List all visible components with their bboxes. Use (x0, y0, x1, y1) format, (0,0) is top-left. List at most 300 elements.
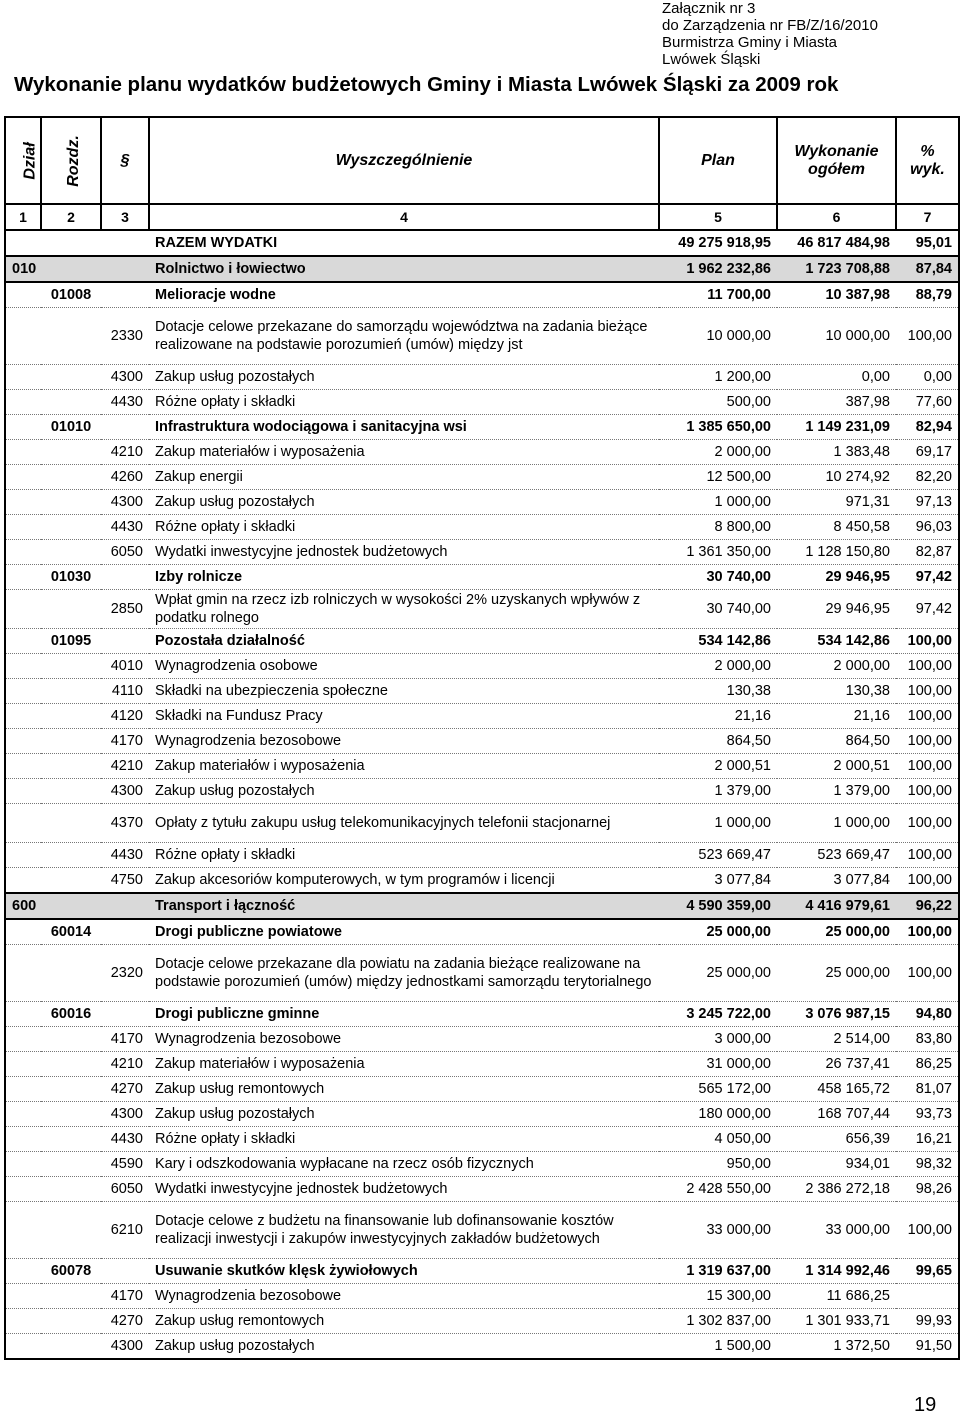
cell-paragraph (101, 1002, 149, 1027)
cell-plan: 4 590 359,00 (659, 893, 777, 919)
cell-paragraph (101, 256, 149, 282)
cell-execution: 971,31 (777, 490, 896, 515)
cell-description: Zakup usług pozostałych (149, 1102, 659, 1127)
cell-description: Zakup energii (149, 465, 659, 490)
cell-percent (896, 1284, 959, 1309)
cell-percent: 99,65 (896, 1259, 959, 1284)
cell-rozdz (41, 1284, 101, 1309)
cell-paragraph: 4750 (101, 868, 149, 894)
cell-description: Składki na Fundusz Pracy (149, 704, 659, 729)
cell-percent: 96,03 (896, 515, 959, 540)
cell-execution: 656,39 (777, 1127, 896, 1152)
table-row (5, 654, 959, 679)
cell-execution: 29 946,95 (777, 565, 896, 590)
cell-description: Izby rolnicze (149, 565, 659, 590)
cell-paragraph: 4300 (101, 1102, 149, 1127)
table-row (5, 945, 959, 1002)
cell-plan: 180 000,00 (659, 1102, 777, 1127)
cell-plan: 1 319 637,00 (659, 1259, 777, 1284)
column-number: 5 (659, 204, 777, 230)
cell-plan: 1 000,00 (659, 490, 777, 515)
cell-dzial (5, 465, 41, 490)
cell-percent: 82,20 (896, 465, 959, 490)
cell-execution: 10 387,98 (777, 282, 896, 308)
cell-dzial (5, 1309, 41, 1334)
cell-plan: 25 000,00 (659, 945, 777, 1002)
cell-paragraph: 4260 (101, 465, 149, 490)
cell-dzial (5, 1027, 41, 1052)
cell-plan: 1 361 350,00 (659, 540, 777, 565)
header-plan: Plan (659, 117, 777, 204)
cell-paragraph: 4300 (101, 1334, 149, 1360)
cell-plan: 1 200,00 (659, 365, 777, 390)
budget-table-body (5, 117, 959, 1359)
cell-paragraph: 4430 (101, 390, 149, 415)
cell-paragraph: 4170 (101, 1284, 149, 1309)
cell-percent: 82,94 (896, 415, 959, 440)
cell-execution: 3 077,84 (777, 868, 896, 894)
cell-percent: 99,93 (896, 1309, 959, 1334)
cell-rozdz (41, 729, 101, 754)
chapter-row (5, 282, 959, 308)
cell-plan: 2 000,51 (659, 754, 777, 779)
cell-execution: 168 707,44 (777, 1102, 896, 1127)
cell-rozdz: 60014 (41, 919, 101, 945)
table-row (5, 540, 959, 565)
column-number: 4 (149, 204, 659, 230)
cell-rozdz (41, 365, 101, 390)
cell-description: Zakup materiałów i wyposażenia (149, 754, 659, 779)
cell-description: Zakup usług pozostałych (149, 365, 659, 390)
cell-plan: 2 000,00 (659, 654, 777, 679)
cell-description: Dotacje celowe z budżetu na finansowanie lub dofinansowanie kosztów realizacji inwestycji i zakupów inwestycyjnych zakładów budżetowych (149, 1202, 659, 1259)
cell-execution: 2 386 272,18 (777, 1177, 896, 1202)
cell-percent: 91,50 (896, 1334, 959, 1360)
cell-plan: 4 050,00 (659, 1127, 777, 1152)
cell-percent: 100,00 (896, 704, 959, 729)
cell-rozdz: 01030 (41, 565, 101, 590)
cell-plan: 1 302 837,00 (659, 1309, 777, 1334)
cell-description: Zakup usług pozostałych (149, 779, 659, 804)
cell-percent: 100,00 (896, 868, 959, 894)
section-row (5, 256, 959, 282)
cell-description: RAZEM WYDATKI (149, 230, 659, 256)
cell-percent: 81,07 (896, 1077, 959, 1102)
cell-plan: 3 245 722,00 (659, 1002, 777, 1027)
cell-rozdz (41, 1052, 101, 1077)
cell-percent: 97,13 (896, 490, 959, 515)
cell-rozdz (41, 1152, 101, 1177)
table-row (5, 1077, 959, 1102)
section-row (5, 893, 959, 919)
cell-dzial (5, 308, 41, 365)
cell-paragraph: 4110 (101, 679, 149, 704)
cell-description: Drogi publiczne powiatowe (149, 919, 659, 945)
cell-execution: 1 128 150,80 (777, 540, 896, 565)
cell-description: Wynagrodzenia osobowe (149, 654, 659, 679)
cell-rozdz: 01008 (41, 282, 101, 308)
cell-rozdz (41, 754, 101, 779)
cell-rozdz (41, 893, 101, 919)
cell-percent: 100,00 (896, 629, 959, 654)
cell-rozdz (41, 1202, 101, 1259)
table-header-row (5, 117, 959, 204)
cell-description: Zakup usług remontowych (149, 1077, 659, 1102)
cell-dzial (5, 1052, 41, 1077)
cell-dzial (5, 1102, 41, 1127)
table-row (5, 704, 959, 729)
cell-rozdz (41, 1102, 101, 1127)
annex-line: Burmistrza Gminy i Miasta (662, 34, 838, 51)
cell-description: Transport i łączność (149, 893, 659, 919)
cell-execution: 3 076 987,15 (777, 1002, 896, 1027)
cell-paragraph: 4170 (101, 729, 149, 754)
cell-dzial (5, 1127, 41, 1152)
cell-dzial (5, 1259, 41, 1284)
cell-paragraph: 4010 (101, 654, 149, 679)
cell-rozdz (41, 308, 101, 365)
cell-rozdz: 60078 (41, 1259, 101, 1284)
table-row (5, 1027, 959, 1052)
table-row (5, 868, 959, 894)
table-row (5, 1127, 959, 1152)
cell-description: Różne opłaty i składki (149, 515, 659, 540)
cell-description: Zakup usług remontowych (149, 1309, 659, 1334)
cell-rozdz (41, 704, 101, 729)
table-row (5, 754, 959, 779)
annex-line: Załącznik nr 3 (662, 0, 756, 17)
cell-description: Pozostała działalność (149, 629, 659, 654)
chapter-row (5, 415, 959, 440)
table-row (5, 729, 959, 754)
cell-paragraph: 4210 (101, 754, 149, 779)
cell-dzial (5, 1152, 41, 1177)
cell-rozdz (41, 779, 101, 804)
cell-plan: 10 000,00 (659, 308, 777, 365)
cell-percent: 100,00 (896, 843, 959, 868)
cell-percent: 83,80 (896, 1027, 959, 1052)
header-percent: % wyk. (896, 117, 959, 204)
cell-dzial (5, 365, 41, 390)
cell-execution: 130,38 (777, 679, 896, 704)
cell-paragraph: 4170 (101, 1027, 149, 1052)
cell-plan: 15 300,00 (659, 1284, 777, 1309)
cell-description: Melioracje wodne (149, 282, 659, 308)
cell-dzial (5, 654, 41, 679)
table-row (5, 590, 959, 629)
cell-description: Opłaty z tytułu zakupu usług telekomunikacyjnych telefonii stacjonarnej (149, 804, 659, 843)
cell-execution: 1 000,00 (777, 804, 896, 843)
cell-dzial (5, 515, 41, 540)
cell-percent: 100,00 (896, 654, 959, 679)
cell-percent: 100,00 (896, 754, 959, 779)
header-description: Wyszczególnienie (149, 117, 659, 204)
cell-plan: 2 000,00 (659, 440, 777, 465)
cell-paragraph: 4430 (101, 515, 149, 540)
cell-execution: 1 301 933,71 (777, 1309, 896, 1334)
cell-plan: 523 669,47 (659, 843, 777, 868)
cell-percent: 88,79 (896, 282, 959, 308)
table-row (5, 1309, 959, 1334)
header-rozdz: Rozdz. (41, 117, 101, 204)
cell-description: Usuwanie skutków klęsk żywiołowych (149, 1259, 659, 1284)
document-title: Wykonanie planu wydatków budżetowych Gminy i Miasta Lwówek Śląski za 2009 rok (14, 73, 839, 96)
cell-execution: 523 669,47 (777, 843, 896, 868)
cell-rozdz (41, 1027, 101, 1052)
cell-paragraph: 4300 (101, 779, 149, 804)
cell-paragraph: 4590 (101, 1152, 149, 1177)
cell-dzial (5, 779, 41, 804)
cell-dzial (5, 230, 41, 256)
table-row (5, 1102, 959, 1127)
cell-plan: 864,50 (659, 729, 777, 754)
cell-description: Zakup akcesoriów komputerowych, w tym programów i licencji (149, 868, 659, 894)
cell-description: Drogi publiczne gminne (149, 1002, 659, 1027)
cell-rozdz (41, 1309, 101, 1334)
cell-paragraph: 4270 (101, 1077, 149, 1102)
cell-description: Wydatki inwestycyjne jednostek budżetowych (149, 1177, 659, 1202)
table-row (5, 679, 959, 704)
table-row (5, 390, 959, 415)
cell-plan: 33 000,00 (659, 1202, 777, 1259)
cell-plan: 3 000,00 (659, 1027, 777, 1052)
cell-rozdz (41, 590, 101, 629)
cell-percent: 87,84 (896, 256, 959, 282)
cell-description: Zakup materiałów i wyposażenia (149, 440, 659, 465)
cell-execution: 1 383,48 (777, 440, 896, 465)
cell-plan: 1 379,00 (659, 779, 777, 804)
table-row (5, 490, 959, 515)
cell-rozdz (41, 490, 101, 515)
cell-percent: 98,32 (896, 1152, 959, 1177)
cell-paragraph: 4120 (101, 704, 149, 729)
cell-description: Rolnictwo i łowiectwo (149, 256, 659, 282)
cell-plan: 565 172,00 (659, 1077, 777, 1102)
cell-paragraph: 6050 (101, 1177, 149, 1202)
cell-paragraph: 6050 (101, 540, 149, 565)
cell-plan: 1 385 650,00 (659, 415, 777, 440)
cell-dzial (5, 704, 41, 729)
cell-paragraph: 4370 (101, 804, 149, 843)
cell-dzial (5, 754, 41, 779)
cell-percent: 100,00 (896, 919, 959, 945)
cell-execution: 1 149 231,09 (777, 415, 896, 440)
cell-percent: 100,00 (896, 679, 959, 704)
cell-rozdz (41, 1077, 101, 1102)
column-number: 1 (5, 204, 41, 230)
cell-plan: 1 962 232,86 (659, 256, 777, 282)
cell-paragraph: 4300 (101, 490, 149, 515)
cell-description: Kary i odszkodowania wypłacane na rzecz osób fizycznych (149, 1152, 659, 1177)
cell-description: Składki na ubezpieczenia społeczne (149, 679, 659, 704)
cell-dzial (5, 919, 41, 945)
cell-dzial (5, 629, 41, 654)
cell-percent: 77,60 (896, 390, 959, 415)
cell-rozdz (41, 256, 101, 282)
cell-plan: 950,00 (659, 1152, 777, 1177)
table-row (5, 308, 959, 365)
cell-percent: 86,25 (896, 1052, 959, 1077)
cell-dzial (5, 1177, 41, 1202)
cell-dzial (5, 490, 41, 515)
header-execution: Wykonanie ogółem (777, 117, 896, 204)
cell-description: Infrastruktura wodociągowa i sanitacyjna wsi (149, 415, 659, 440)
budget-table (4, 116, 960, 1360)
cell-rozdz (41, 804, 101, 843)
cell-dzial: 600 (5, 893, 41, 919)
table-row (5, 1334, 959, 1360)
cell-execution: 2 000,51 (777, 754, 896, 779)
cell-description: Zakup usług pozostałych (149, 1334, 659, 1360)
table-row (5, 804, 959, 843)
cell-percent: 100,00 (896, 804, 959, 843)
cell-rozdz (41, 654, 101, 679)
cell-percent: 94,80 (896, 1002, 959, 1027)
cell-description: Różne opłaty i składki (149, 390, 659, 415)
cell-rozdz: 01095 (41, 629, 101, 654)
cell-rozdz (41, 1334, 101, 1360)
cell-dzial (5, 1202, 41, 1259)
cell-execution: 8 450,58 (777, 515, 896, 540)
cell-paragraph (101, 565, 149, 590)
cell-rozdz (41, 843, 101, 868)
header-paragraph: § (101, 117, 149, 204)
cell-execution: 4 416 979,61 (777, 893, 896, 919)
column-number: 2 (41, 204, 101, 230)
table-row (5, 1284, 959, 1309)
cell-execution: 1 372,50 (777, 1334, 896, 1360)
cell-execution: 29 946,95 (777, 590, 896, 629)
cell-description: Różne opłaty i składki (149, 1127, 659, 1152)
cell-plan: 25 000,00 (659, 919, 777, 945)
cell-description: Zakup usług pozostałych (149, 490, 659, 515)
cell-paragraph: 2850 (101, 590, 149, 629)
cell-description: Wydatki inwestycyjne jednostek budżetowych (149, 540, 659, 565)
cell-execution: 1 379,00 (777, 779, 896, 804)
annex-note (662, 0, 878, 68)
cell-rozdz (41, 1127, 101, 1152)
cell-execution: 458 165,72 (777, 1077, 896, 1102)
header-dzial: Dział (5, 117, 41, 204)
cell-paragraph: 4300 (101, 365, 149, 390)
cell-paragraph (101, 893, 149, 919)
cell-paragraph: 4270 (101, 1309, 149, 1334)
cell-percent: 96,22 (896, 893, 959, 919)
total-row (5, 230, 959, 256)
cell-paragraph (101, 230, 149, 256)
cell-percent: 98,26 (896, 1177, 959, 1202)
cell-plan: 500,00 (659, 390, 777, 415)
cell-execution: 534 142,86 (777, 629, 896, 654)
cell-plan: 21,16 (659, 704, 777, 729)
cell-execution: 46 817 484,98 (777, 230, 896, 256)
cell-paragraph: 2320 (101, 945, 149, 1002)
cell-description: Różne opłaty i składki (149, 843, 659, 868)
cell-plan: 534 142,86 (659, 629, 777, 654)
cell-plan: 8 800,00 (659, 515, 777, 540)
cell-percent: 100,00 (896, 945, 959, 1002)
cell-dzial (5, 843, 41, 868)
cell-rozdz (41, 390, 101, 415)
table-row (5, 1052, 959, 1077)
cell-percent: 100,00 (896, 729, 959, 754)
cell-execution: 1 723 708,88 (777, 256, 896, 282)
cell-rozdz (41, 945, 101, 1002)
cell-execution: 2 514,00 (777, 1027, 896, 1052)
cell-dzial (5, 1077, 41, 1102)
cell-plan: 31 000,00 (659, 1052, 777, 1077)
cell-dzial: 010 (5, 256, 41, 282)
cell-dzial (5, 729, 41, 754)
cell-description: Wynagrodzenia bezosobowe (149, 729, 659, 754)
cell-percent: 69,17 (896, 440, 959, 465)
column-number-row (5, 204, 959, 230)
cell-paragraph: 2330 (101, 308, 149, 365)
cell-dzial (5, 440, 41, 465)
table-row (5, 440, 959, 465)
cell-description: Zakup materiałów i wyposażenia (149, 1052, 659, 1077)
cell-dzial (5, 945, 41, 1002)
annex-line: do Zarządzenia nr FB/Z/16/2010 (662, 17, 878, 34)
cell-paragraph (101, 1259, 149, 1284)
cell-paragraph: 4210 (101, 440, 149, 465)
column-number: 3 (101, 204, 149, 230)
table-row (5, 1177, 959, 1202)
cell-percent: 100,00 (896, 779, 959, 804)
cell-paragraph: 4210 (101, 1052, 149, 1077)
cell-dzial (5, 282, 41, 308)
cell-dzial (5, 679, 41, 704)
cell-paragraph: 6210 (101, 1202, 149, 1259)
cell-execution: 26 737,41 (777, 1052, 896, 1077)
cell-percent: 100,00 (896, 308, 959, 365)
cell-paragraph (101, 629, 149, 654)
table-row (5, 779, 959, 804)
page-number: 19 (914, 1394, 937, 1416)
cell-execution: 0,00 (777, 365, 896, 390)
cell-execution: 25 000,00 (777, 919, 896, 945)
cell-execution: 1 314 992,46 (777, 1259, 896, 1284)
cell-paragraph (101, 919, 149, 945)
cell-paragraph (101, 282, 149, 308)
table-row (5, 843, 959, 868)
cell-execution: 10 000,00 (777, 308, 896, 365)
table-row (5, 465, 959, 490)
cell-percent: 82,87 (896, 540, 959, 565)
table-row (5, 1152, 959, 1177)
chapter-row (5, 565, 959, 590)
cell-percent: 16,21 (896, 1127, 959, 1152)
cell-plan: 2 428 550,00 (659, 1177, 777, 1202)
cell-rozdz (41, 515, 101, 540)
cell-plan: 1 000,00 (659, 804, 777, 843)
cell-plan: 12 500,00 (659, 465, 777, 490)
cell-dzial (5, 565, 41, 590)
cell-execution: 21,16 (777, 704, 896, 729)
cell-dzial (5, 804, 41, 843)
chapter-row (5, 629, 959, 654)
cell-execution: 864,50 (777, 729, 896, 754)
cell-rozdz: 01010 (41, 415, 101, 440)
cell-description: Dotacje celowe przekazane dla powiatu na zadania bieżące realizowane na podstawie porozumień (umów) między jednostkami samorządu terytorialnego (149, 945, 659, 1002)
cell-rozdz (41, 868, 101, 894)
cell-rozdz (41, 465, 101, 490)
cell-rozdz (41, 1177, 101, 1202)
cell-rozdz (41, 679, 101, 704)
chapter-row (5, 1002, 959, 1027)
cell-percent: 95,01 (896, 230, 959, 256)
cell-paragraph: 4430 (101, 843, 149, 868)
